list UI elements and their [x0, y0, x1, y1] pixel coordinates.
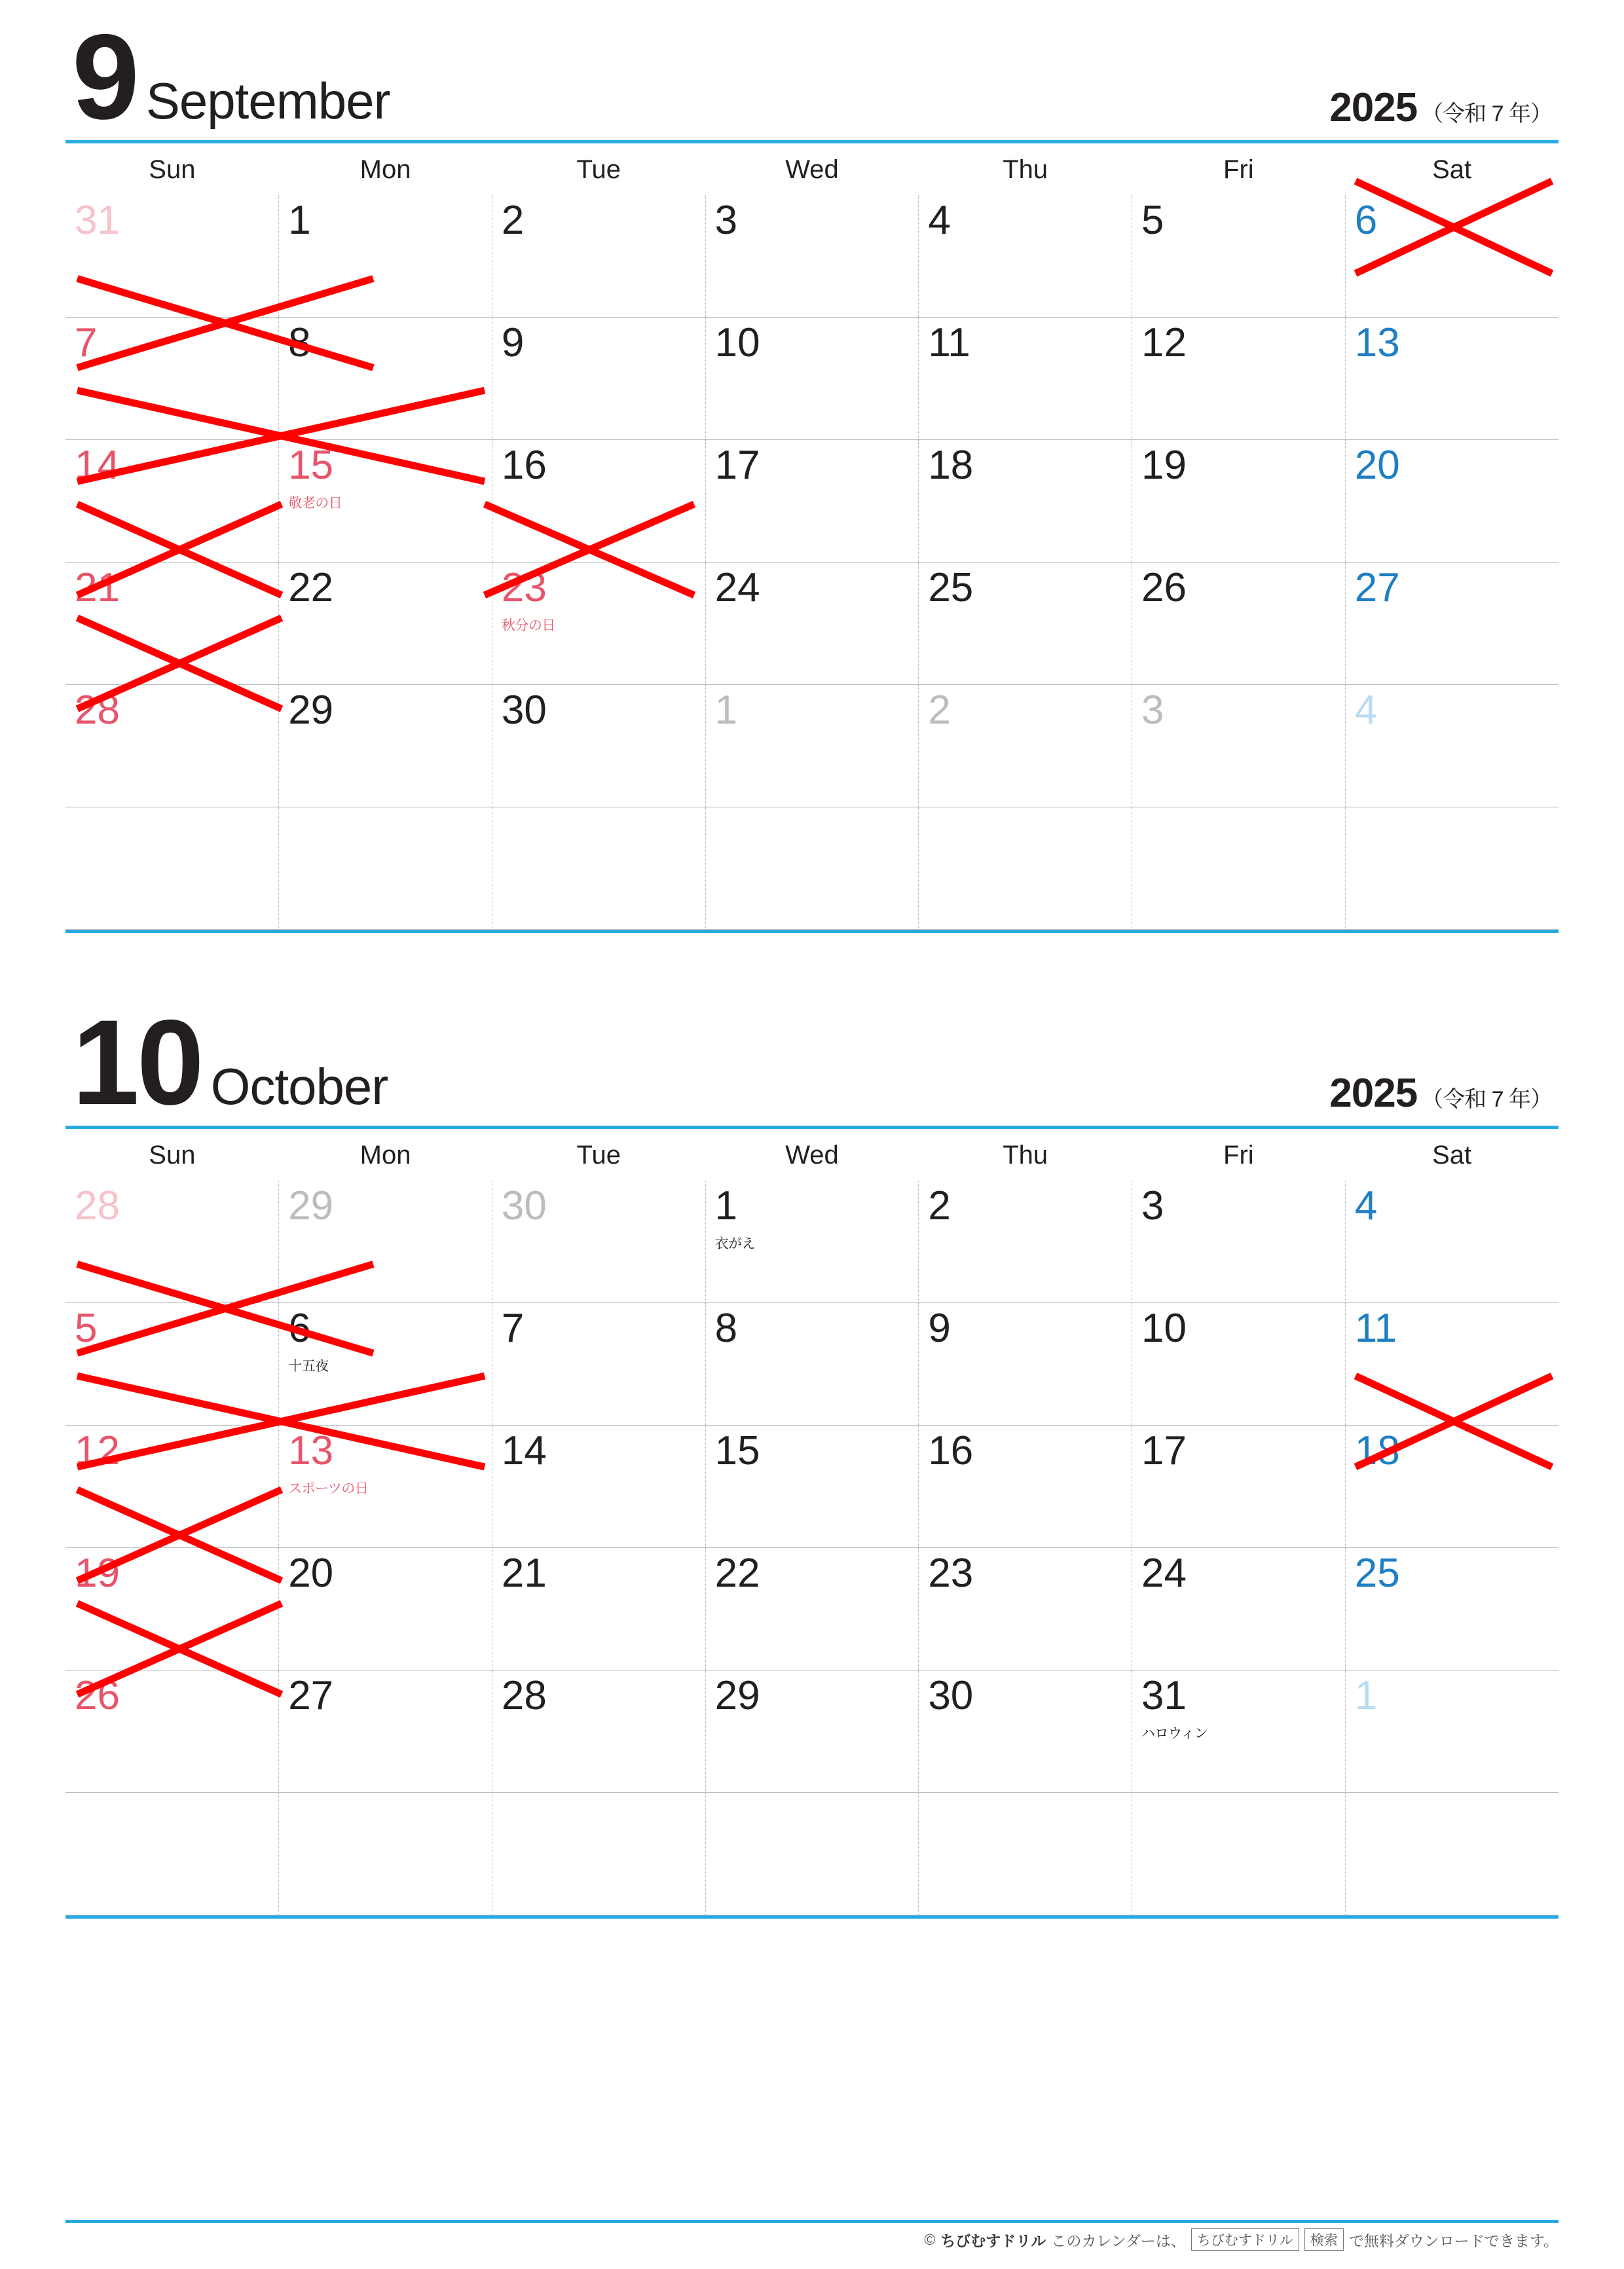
- calendar-day-cell[interactable]: [279, 1548, 492, 1670]
- day-number: 29: [288, 1183, 334, 1228]
- calendar-day-cell[interactable]: [919, 1670, 1132, 1793]
- day-number: 15: [714, 1428, 760, 1473]
- weekday-thu: Thu: [1003, 1141, 1048, 1170]
- calendar-week-row: [65, 1303, 1559, 1426]
- weekday-tue: Tue: [576, 1141, 621, 1170]
- day-event-label: ハロウィン: [1141, 1726, 1208, 1741]
- calendar-day-cell[interactable]: [1345, 1548, 1559, 1670]
- day-number: 1: [1354, 1673, 1378, 1718]
- weekday-thu: Thu: [1003, 155, 1048, 184]
- month-header-september: [65, 10, 1559, 145]
- day-number: 15: [288, 443, 334, 488]
- calendar-empty-cell: [492, 1793, 705, 1915]
- calendar-day-cell[interactable]: [1345, 1426, 1559, 1548]
- calendar-day-cell[interactable]: [65, 195, 279, 318]
- calendar-empty-cell: [1132, 807, 1346, 930]
- day-number: 20: [288, 1551, 334, 1596]
- day-number: 1: [714, 688, 738, 733]
- calendar-day-cell[interactable]: [1132, 440, 1346, 563]
- day-number: 9: [928, 1306, 951, 1351]
- day-number: 12: [75, 1428, 120, 1473]
- month-number: 9: [72, 10, 137, 145]
- calendar-day-cell[interactable]: [492, 318, 705, 440]
- calendar-day-cell[interactable]: [1345, 195, 1559, 318]
- year-era: （令和 7 年）: [1421, 101, 1552, 126]
- day-number: 6: [288, 1306, 311, 1351]
- day-number: 16: [501, 443, 547, 488]
- calendar-day-cell[interactable]: [919, 563, 1132, 685]
- footer-rule-september: [65, 930, 1559, 933]
- calendar-day-cell[interactable]: [1132, 1181, 1346, 1303]
- month-number: 10: [72, 995, 202, 1130]
- calendar-day-cell[interactable]: [65, 1303, 279, 1426]
- day-number: 13: [1354, 320, 1400, 365]
- day-number: 23: [501, 565, 547, 610]
- calendar-day-cell[interactable]: [705, 318, 919, 440]
- calendar-day-cell[interactable]: [492, 195, 705, 318]
- weekday-sun: Sun: [149, 155, 196, 184]
- copyright-symbol: ©: [924, 2230, 936, 2248]
- calendar-day-cell[interactable]: [705, 1303, 919, 1426]
- year-label: [1329, 1070, 1552, 1116]
- day-number: 2: [928, 688, 951, 733]
- day-number: 30: [501, 1183, 547, 1228]
- month-gap: [65, 933, 1559, 1012]
- calendar-empty-cell: [705, 1793, 919, 1915]
- calendar-day-cell[interactable]: [65, 1426, 279, 1548]
- day-number: 11: [928, 320, 970, 365]
- day-number: 26: [1141, 565, 1187, 610]
- weekday-wed: Wed: [785, 155, 839, 184]
- calendar-day-cell[interactable]: [705, 195, 919, 318]
- day-number: 17: [714, 443, 760, 488]
- calendar-day-cell[interactable]: [65, 1181, 279, 1303]
- calendar-empty-row: [65, 807, 1559, 930]
- day-event-label: 敬老の日: [288, 496, 342, 511]
- calendar-day-cell[interactable]: [492, 1426, 705, 1548]
- month-block-september: [65, 0, 1559, 933]
- year-number: 2025: [1329, 1071, 1418, 1116]
- footer-text-before: このカレンダーは、: [1051, 2232, 1186, 2249]
- month-name: October: [210, 1058, 388, 1115]
- day-number: 19: [75, 1551, 120, 1596]
- day-number: 1: [288, 198, 311, 243]
- day-number: 14: [501, 1428, 547, 1473]
- calendar-day-cell[interactable]: [492, 685, 705, 807]
- calendar-table-october: [65, 1129, 1559, 1915]
- calendar-day-cell[interactable]: [1345, 563, 1559, 685]
- weekday-tue: Tue: [576, 155, 621, 184]
- year-era: （令和 7 年）: [1421, 1087, 1552, 1112]
- month-name: September: [145, 72, 390, 130]
- day-number: 5: [1141, 198, 1164, 243]
- calendar-day-cell[interactable]: [705, 685, 919, 807]
- weekday-sun: Sun: [149, 1141, 196, 1170]
- calendar-week-row: [65, 440, 1559, 563]
- calendar-day-cell[interactable]: [492, 1303, 705, 1426]
- month-title: [72, 10, 390, 145]
- calendar-day-cell[interactable]: [1132, 685, 1346, 807]
- day-number: 12: [1141, 320, 1187, 365]
- calendar-empty-cell: [705, 807, 919, 930]
- calendar-day-cell[interactable]: [1132, 1670, 1346, 1793]
- calendar-empty-cell: [919, 807, 1132, 930]
- day-number: 4: [1354, 688, 1378, 733]
- day-number: 10: [714, 320, 760, 365]
- calendar-week-row: [65, 1548, 1559, 1670]
- page-footer: [65, 2228, 1559, 2251]
- day-number: 28: [501, 1673, 547, 1718]
- calendar-day-cell[interactable]: [492, 1548, 705, 1670]
- day-number: 27: [288, 1673, 334, 1718]
- day-number: 9: [501, 320, 525, 365]
- weekday-header-row: [65, 143, 1559, 195]
- calendar-day-cell[interactable]: [65, 1670, 279, 1793]
- weekday-sat: Sat: [1432, 1141, 1472, 1170]
- brand-name: ちびむすドリル: [940, 2232, 1046, 2249]
- day-number: 18: [1354, 1428, 1400, 1473]
- calendar-day-cell[interactable]: [279, 685, 492, 807]
- calendar-day-cell[interactable]: [65, 440, 279, 563]
- day-number: 27: [1354, 565, 1400, 610]
- day-number: 29: [288, 688, 334, 733]
- day-number: 7: [501, 1306, 525, 1351]
- calendar-week-row: [65, 685, 1559, 807]
- calendar-day-cell[interactable]: [279, 563, 492, 685]
- day-event-label: 秋分の日: [501, 618, 555, 633]
- weekday-fri: Fri: [1223, 1141, 1254, 1170]
- calendar-day-cell[interactable]: [705, 1426, 919, 1548]
- day-number: 4: [1354, 1183, 1378, 1228]
- weekday-fri: Fri: [1223, 155, 1254, 184]
- day-number: 31: [1141, 1673, 1187, 1718]
- calendar-day-cell[interactable]: [705, 440, 919, 563]
- calendar-day-cell[interactable]: [279, 440, 492, 563]
- calendar-day-cell[interactable]: [1132, 318, 1346, 440]
- day-number: 21: [75, 565, 120, 610]
- calendar-week-row: [65, 563, 1559, 685]
- calendar-empty-cell: [492, 807, 705, 930]
- calendar-day-cell[interactable]: [919, 1303, 1132, 1426]
- day-number: 18: [928, 443, 974, 488]
- day-number: 10: [1141, 1306, 1187, 1351]
- calendar-empty-cell: [1345, 1793, 1559, 1915]
- day-number: 24: [1141, 1551, 1187, 1596]
- day-number: 2: [501, 198, 525, 243]
- calendar-day-cell[interactable]: [492, 1670, 705, 1793]
- day-number: 8: [288, 320, 311, 365]
- calendar-day-cell[interactable]: [919, 1181, 1132, 1303]
- calendar-empty-cell: [279, 1793, 492, 1915]
- calendar-empty-cell: [919, 1793, 1132, 1915]
- calendar-day-cell[interactable]: [919, 440, 1132, 563]
- calendar-week-row: [65, 1670, 1559, 1793]
- day-number: 14: [75, 443, 120, 488]
- day-number: 19: [1141, 443, 1187, 488]
- calendar-day-cell[interactable]: [1132, 195, 1346, 318]
- calendar-day-cell[interactable]: [919, 685, 1132, 807]
- calendar-day-cell[interactable]: [492, 563, 705, 685]
- day-number: 2: [928, 1183, 951, 1228]
- day-number: 30: [928, 1673, 974, 1718]
- calendar-day-cell[interactable]: [1132, 1303, 1346, 1426]
- day-number: 7: [75, 320, 98, 365]
- calendar-empty-row: [65, 1793, 1559, 1915]
- day-number: 25: [1354, 1551, 1400, 1596]
- weekday-mon: Mon: [360, 1141, 411, 1170]
- calendar-empty-cell: [65, 1793, 279, 1915]
- month-header-october: [65, 995, 1559, 1130]
- calendar-day-cell[interactable]: [279, 1426, 492, 1548]
- day-number: 17: [1141, 1428, 1187, 1473]
- day-number: 31: [75, 198, 120, 243]
- month-block-october: [65, 995, 1559, 1919]
- footer-rule-october: [65, 1915, 1559, 1919]
- calendar-day-cell[interactable]: [279, 1181, 492, 1303]
- calendar-day-cell[interactable]: [279, 1670, 492, 1793]
- day-number: 1: [714, 1183, 738, 1228]
- calendar-day-cell[interactable]: [65, 685, 279, 807]
- day-number: 3: [1141, 688, 1164, 733]
- day-number: 22: [714, 1551, 760, 1596]
- day-number: 22: [288, 565, 334, 610]
- day-event-label: 十五夜: [288, 1359, 329, 1374]
- calendar-day-cell[interactable]: [705, 1181, 919, 1303]
- day-number: 13: [288, 1428, 334, 1473]
- calendar-empty-cell: [279, 807, 492, 930]
- calendar-day-cell[interactable]: [919, 318, 1132, 440]
- day-number: 24: [714, 565, 760, 610]
- calendar-empty-cell: [65, 807, 279, 930]
- day-number: 5: [75, 1306, 98, 1351]
- day-number: 4: [928, 198, 951, 243]
- calendar-day-cell[interactable]: [279, 1303, 492, 1426]
- calendar-day-cell[interactable]: [1132, 1426, 1346, 1548]
- day-number: 26: [75, 1673, 120, 1718]
- calendar-empty-cell: [1345, 807, 1559, 930]
- day-number: 11: [1354, 1306, 1397, 1351]
- day-number: 28: [75, 688, 120, 733]
- calendar-day-cell[interactable]: [65, 563, 279, 685]
- calendar-day-cell[interactable]: [1132, 1548, 1346, 1670]
- weekday-header-row: [65, 1129, 1559, 1181]
- weekday-sat: Sat: [1432, 155, 1472, 184]
- calendar-day-cell[interactable]: [1345, 1181, 1559, 1303]
- weekday-mon: Mon: [360, 155, 411, 184]
- calendar-week-row: [65, 1181, 1559, 1303]
- footer-text-after: で無料ダウンロードできます。: [1348, 2232, 1559, 2249]
- calendar-day-cell[interactable]: [705, 1670, 919, 1793]
- day-number: 3: [714, 198, 738, 243]
- calendar-week-row: [65, 318, 1559, 440]
- calendar-empty-cell: [1132, 1793, 1346, 1915]
- calendar-day-cell[interactable]: [705, 1548, 919, 1670]
- calendar-day-cell[interactable]: [1132, 563, 1346, 685]
- calendar-day-cell[interactable]: [279, 195, 492, 318]
- calendar-week-row: [65, 195, 1559, 318]
- day-event-label: スポーツの日: [288, 1481, 369, 1496]
- year-label: [1329, 84, 1552, 131]
- day-number: 21: [501, 1551, 547, 1596]
- calendar-day-cell[interactable]: [279, 318, 492, 440]
- calendar-day-cell[interactable]: [705, 563, 919, 685]
- day-number: 29: [714, 1673, 760, 1718]
- calendar-day-cell[interactable]: [1345, 318, 1559, 440]
- day-number: 25: [928, 565, 974, 610]
- day-number: 16: [928, 1428, 974, 1473]
- day-number: 20: [1354, 443, 1400, 488]
- day-number: 8: [714, 1306, 738, 1351]
- search-term: ちびむすドリル: [1191, 2228, 1299, 2251]
- page-bottom-rule: [65, 2220, 1559, 2223]
- day-number: 28: [75, 1183, 120, 1228]
- calendar-week-row: [65, 1426, 1559, 1548]
- calendar-day-cell[interactable]: [492, 1181, 705, 1303]
- calendar-day-cell[interactable]: [919, 1426, 1132, 1548]
- calendar-day-cell[interactable]: [65, 318, 279, 440]
- day-number: 30: [501, 688, 547, 733]
- calendar-day-cell[interactable]: [492, 440, 705, 563]
- day-number: 23: [928, 1551, 974, 1596]
- calendar-day-cell[interactable]: [919, 1548, 1132, 1670]
- day-number: 6: [1354, 198, 1378, 243]
- calendar-day-cell[interactable]: [1345, 685, 1559, 807]
- calendar-table-september: [65, 143, 1559, 930]
- weekday-wed: Wed: [785, 1141, 839, 1170]
- calendar-day-cell[interactable]: [65, 1548, 279, 1670]
- day-number: 3: [1141, 1183, 1164, 1228]
- search-button[interactable]: 検索: [1304, 2228, 1344, 2251]
- day-event-label: 衣がえ: [714, 1236, 756, 1251]
- month-title: [72, 995, 388, 1130]
- year-number: 2025: [1329, 85, 1418, 130]
- calendar-day-cell[interactable]: [1345, 1303, 1559, 1426]
- calendar-day-cell[interactable]: [1345, 1670, 1559, 1793]
- calendar-day-cell[interactable]: [1345, 440, 1559, 563]
- calendar-day-cell[interactable]: [919, 195, 1132, 318]
